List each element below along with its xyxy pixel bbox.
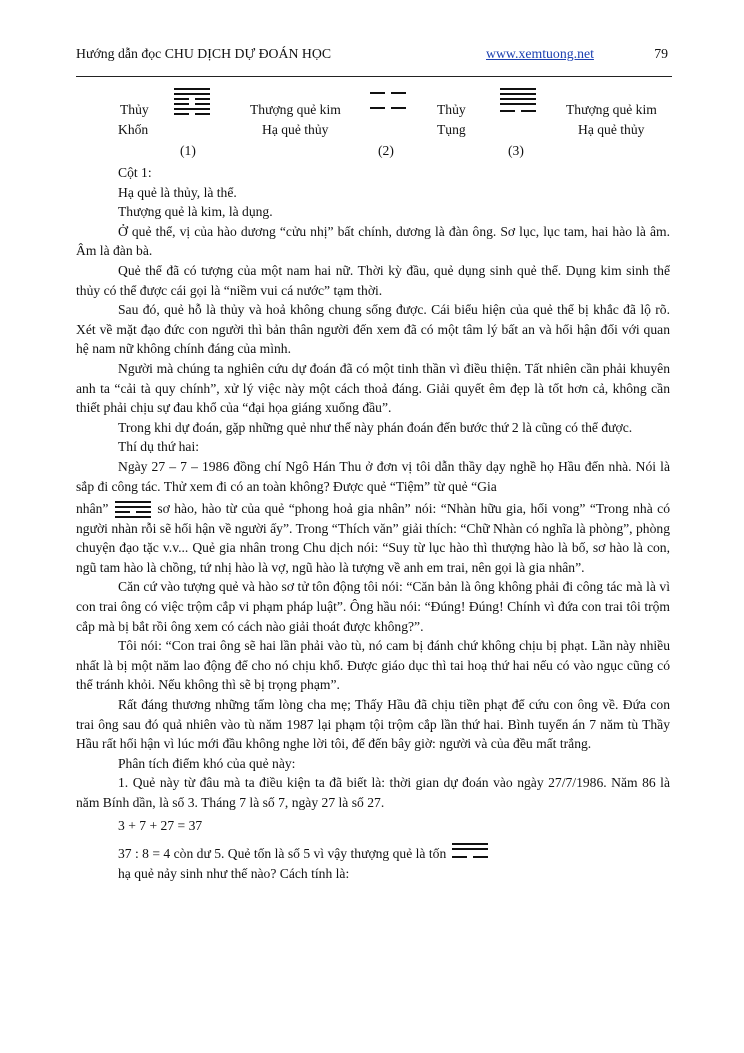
equation: 3 + 7 + 27 = 37	[118, 817, 203, 833]
paragraph: Quẻ thể đã có tượng của một nam hai nữ. Thời kỳ đầu, quẻ dụng sinh quẻ thể. Dụng kim sinh thể thủy có thể được cái gọi là “niềm vui cá nước” tạm thời.	[76, 262, 670, 298]
hexagram-row	[0, 86, 744, 166]
hex2-number: (2)	[378, 143, 394, 158]
inline-text: nhân”	[76, 501, 109, 517]
paragraph: Sau đó, quẻ hỗ là thủy và hoả không chung sống được. Cái biểu hiện của quẻ thể bị khắc đã lộ rõ. Xét về mặt đạo đức con người thì bản thân người đến xem đã có một tâm lý bất an và hối hận đối với quan hệ nam nữ không chính đáng của mình.	[76, 302, 670, 357]
inline-hexagram-icon	[452, 843, 488, 858]
hex2-lower-name: Tụng	[437, 122, 466, 137]
hex1-lower-desc: Hạ quẻ thủy	[262, 122, 329, 137]
hexagram-2-lines	[370, 92, 406, 112]
header-divider	[76, 76, 672, 77]
paragraph: Thượng quẻ là kim, là dụng.	[118, 204, 273, 220]
paragraph: Tôi nói: “Con trai ông sẽ hai lần phải vào tù, nó cam bị đánh chứ không chịu bị phạt. Lần này nhiều nhất là bị một năm lao động để cho nó chịu khổ. Được giáo dục thì tai hoạ thứ hai nếu có vào ngục cũng có thể tránh khỏi. Nếu không thì sẽ bị trọng phạm”.	[76, 638, 670, 693]
hex2-upper-name: Thủy	[437, 102, 466, 117]
paragraph: Căn cứ vào tượng quẻ và hào sơ tử tôn động tôi nói: “Căn bản là ông không phải đi công tác mà là vì con trai ông có việc trộm cắp vi phạm pháp luật”. Ông hầu nói: “Đúng! Đúng! Chính vì đứa con trai tôi trộm cắp mà bị bắt rồi ông xem có cách nào giải thoát được không?”.	[76, 579, 670, 634]
hex1-upper-desc: Thượng quẻ kim	[250, 102, 341, 117]
paragraph: Người mà chúng ta nghiên cứu dự đoán đã có một tinh thần vì điều thiện. Tất nhiên cần phải khuyên anh ta “cải tà quy chính”, xử lý việc này một cách thoả đáng. Giải quyết êm đẹp là tốt hơn cả, không cần thiết phải chịu sự đau khổ của “đại họa giáng xuống đầu”.	[76, 360, 670, 416]
book-title: Hướng dẫn đọc CHU DỊCH DỰ ĐOÁN HỌC	[76, 46, 332, 61]
example-heading: Thí dụ thứ hai:	[118, 439, 199, 455]
hex1-upper-name: Thủy	[120, 102, 149, 117]
hexagram-1-lines	[174, 88, 210, 118]
hex3-lower-desc: Hạ quẻ thủy	[578, 122, 645, 137]
hex3-upper-desc: Thượng quẻ kim	[566, 102, 657, 117]
col1-heading: Cột 1:	[118, 165, 152, 180]
paragraph	[76, 499, 670, 577]
paragraph: Rất đáng thương những tấm lòng cha mẹ; Thấy Hầu đã chịu tiền phạt để cứu con ông về. Đứa con trai ông sau đó quả nhiên vào tù năm 1987 lại phạm tội trộm cắp lần thứ hai. Bình tuyển án 7 năm tù Thầy Hầu rất hối hận vì lúc mới đầu không nghe lời tôi, để đến bây giờ: người và của đều mất trắng.	[76, 697, 670, 752]
website-link[interactable]: www.xemtuong.net	[486, 46, 594, 61]
hex3-number: (3)	[508, 143, 524, 158]
inline-hexagram-icon	[115, 501, 151, 518]
paragraph: Ngày 27 – 7 – 1986 đồng chí Ngô Hán Thu ở đơn vị tôi dẫn thầy dạy nghề họ Hầu đến nhà. Nói là sắp đi công tác. Thử xem đi có an toàn không? Được quẻ “Tiệm” từ quẻ “Gia	[76, 458, 670, 494]
paragraph: Hạ quẻ là thủy, là thể.	[118, 184, 237, 200]
paragraph: Ở quẻ thể, vị của hào dương “cửu nhị” bất chính, dương là đàn ông. Sơ lục, lục tam, hai hào là âm. Âm là đàn bà.	[76, 223, 670, 259]
page-number: 79	[654, 46, 668, 61]
paragraph: Phân tích điểm khó của quẻ này:	[118, 755, 296, 771]
hexagram-3-lines	[500, 88, 536, 115]
body-text	[76, 163, 670, 883]
paragraph	[118, 843, 670, 864]
paragraph: 1. Quẻ này từ đâu mà ta điều kiện ta đã biết là: thời gian dự đoán vào ngày 27/7/1986. Năm 86 là năm Bính dần, là số 3. Tháng 7 là số 7, ngày 27 là số 27.	[76, 775, 670, 810]
paragraph: Trong khi dự đoán, gặp những quẻ như thế này phán đoán đến bước thứ 2 là cũng có thể được.	[118, 419, 633, 435]
hex1-lower-name: Khốn	[118, 122, 149, 137]
hex1-number: (1)	[180, 143, 196, 158]
paragraph: hạ quẻ nảy sinh như thế nào? Cách tính là:	[118, 865, 350, 881]
inline-text: 37 : 8 = 4 còn dư 5. Quẻ tốn là số 5 vì vậy thượng quẻ là tốn	[118, 846, 447, 862]
page-header	[76, 44, 672, 66]
inline-text: sơ hào, hào từ của quẻ “phong hoả gia nhân” nói: “Nhàn hữu gia, hối vong” “Trong nhà có người nhàn rỗi sẽ hối hận về người ấy”. Trong “Thích văn” giải thích: “Chữ Nhàn có nghĩa là phòng”, phòng chuyện đạo tặc v.v... Quẻ gia nhân trong Chu dịch nói: “Suy từ lục hào thì thượng hào là bố, sơ hào là con, ngũ tam hào là chồng, tứ nhị hào là vợ, ngũ hào là tượng về anh em trai, nên gọi là gia nhân”.	[76, 501, 670, 575]
